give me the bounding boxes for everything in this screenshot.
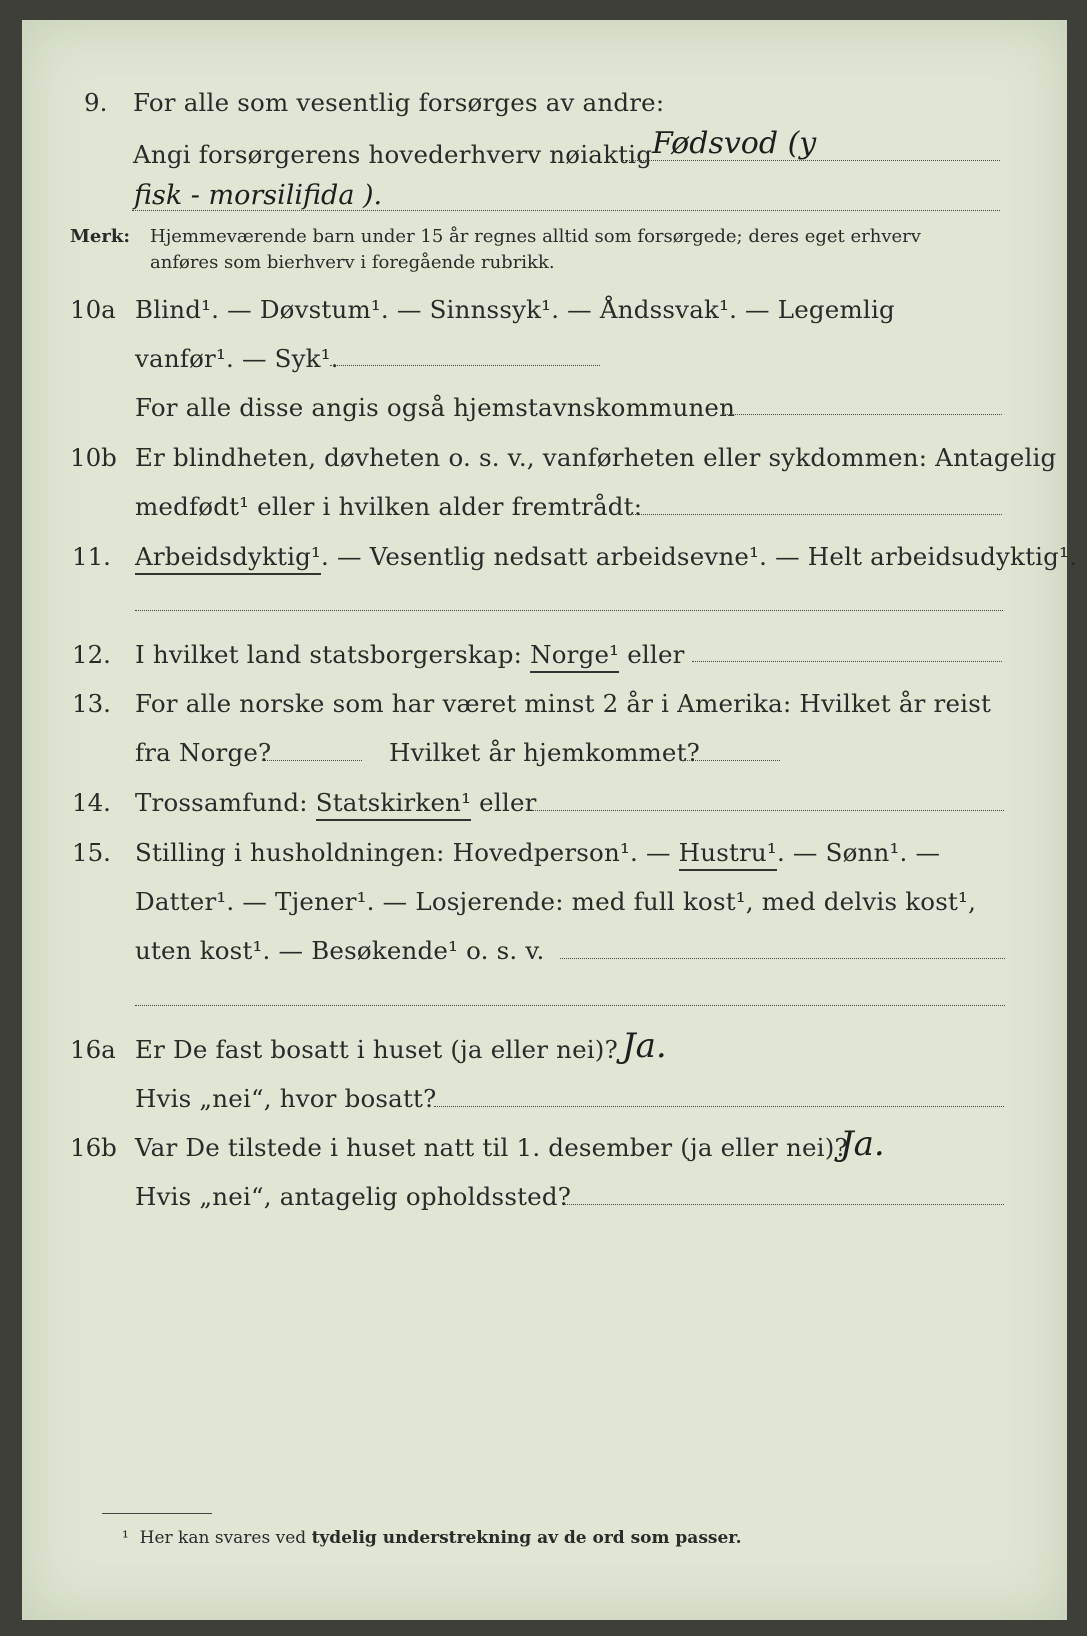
- q10a-line2: vanfør¹. — Syk¹.: [135, 344, 339, 373]
- q16b-handwritten-answer: Ja.: [840, 1124, 885, 1164]
- q16a-answer-line: [434, 1106, 1004, 1107]
- q11-rest: . — Vesentlig nedsatt arbeidsevne¹. — Helt arbeidsudyktig¹.: [321, 542, 1078, 571]
- q10a-answer-line1: [330, 365, 600, 366]
- q15-number: 15.: [72, 838, 111, 867]
- q14-selected-option: Statskirken¹: [316, 788, 471, 821]
- q9-line1: For alle som vesentlig forsørges av andre:: [133, 88, 665, 117]
- q14-number: 14.: [72, 788, 111, 817]
- merk-line1: Hjemmeværende barn under 15 år regnes alltid som forsørgede; deres eget erhverv: [150, 226, 921, 247]
- q10a-answer-line2: [722, 414, 1002, 415]
- q13-line1: For alle norske som har været minst 2 år i Amerika: Hvilket år reist: [135, 689, 992, 718]
- q14-line: Trossamfund: Statskirken¹ eller: [135, 788, 537, 817]
- q9-answer-line2: [132, 210, 1000, 211]
- q16b-line1: Var De tilstede i huset natt til 1. desember (ja eller nei)?: [135, 1133, 848, 1162]
- q15-line3: uten kost¹. — Besøkende¹ o. s. v.: [135, 936, 545, 965]
- q9-line2: Angi forsørgerens hovederhverv nøiaktig: [133, 140, 653, 169]
- q16a-handwritten-answer: Ja.: [622, 1026, 667, 1066]
- q10a-number: 10a: [70, 295, 116, 324]
- q12-line: I hvilket land statsborgerskap: Norge¹ eller: [135, 640, 685, 669]
- q16b-number: 16b: [70, 1133, 117, 1162]
- q15-line1: Stilling i husholdningen: Hovedperson¹. — Hustru¹. — Sønn¹. —: [135, 838, 940, 867]
- q15-line2: Datter¹. — Tjener¹. — Losjerende: med full kost¹, med delvis kost¹,: [135, 887, 977, 916]
- q9-number: 9.: [84, 88, 108, 117]
- q10b-number: 10b: [70, 443, 117, 472]
- footnote: ¹ Her kan svares ved tydelig understrekning av de ord som passer.: [122, 1528, 742, 1548]
- merk-line2: anføres som bierhverv i foregående rubrikk.: [150, 252, 555, 273]
- q9-handwritten-answer2: fisk - morsilifida ).: [134, 180, 383, 211]
- q16a-line1: Er De fast bosatt i huset (ja eller nei)?: [135, 1035, 618, 1064]
- q15-selected-option: Hustru¹: [679, 838, 777, 871]
- q16b-line2: Hvis „nei“, antagelig opholdssted?: [135, 1182, 572, 1211]
- q16b-answer-line: [564, 1204, 1004, 1205]
- q13-number: 13.: [72, 689, 111, 718]
- q15-answer-line2: [135, 1005, 1005, 1006]
- q11-selected-option: Arbeidsdyktig¹: [135, 542, 321, 575]
- q11-line: [135, 542, 1077, 571]
- q12-selected-option: Norge¹: [530, 640, 619, 673]
- q11-number: 11.: [72, 542, 111, 571]
- q11-answer-line: [135, 610, 1003, 611]
- q10a-line3: For alle disse angis også hjemstavnskommunen: [135, 393, 736, 422]
- q13-line2b: Hvilket år hjemkommet?: [389, 738, 701, 767]
- q12-number: 12.: [72, 640, 111, 669]
- q16a-number: 16a: [70, 1035, 116, 1064]
- q9-handwritten-answer1: Fødsvod (y: [652, 126, 817, 161]
- q13-answer-line1: [262, 760, 362, 761]
- q10b-line2: medfødt¹ eller i hvilken alder fremtrådt:: [135, 492, 643, 521]
- merk-label: Merk:: [70, 226, 130, 247]
- q14-answer-line: [532, 810, 1004, 811]
- q13-answer-line2: [682, 760, 780, 761]
- q10a-line1: Blind¹. — Døvstum¹. — Sinnssyk¹. — Åndssvak¹. — Legemlig: [135, 295, 895, 324]
- census-form-page: [22, 20, 1078, 1620]
- q10b-line1: Er blindheten, døvheten o. s. v., vanførheten eller sykdommen: Antagelig: [135, 443, 1057, 472]
- q16a-line2: Hvis „nei“, hvor bosatt?: [135, 1084, 437, 1113]
- q13-line2a: fra Norge?: [135, 738, 272, 767]
- q15-answer-line1: [560, 958, 1005, 959]
- q12-answer-line: [692, 661, 1002, 662]
- q10b-answer-line: [627, 514, 1002, 515]
- footnote-rule: [102, 1513, 212, 1514]
